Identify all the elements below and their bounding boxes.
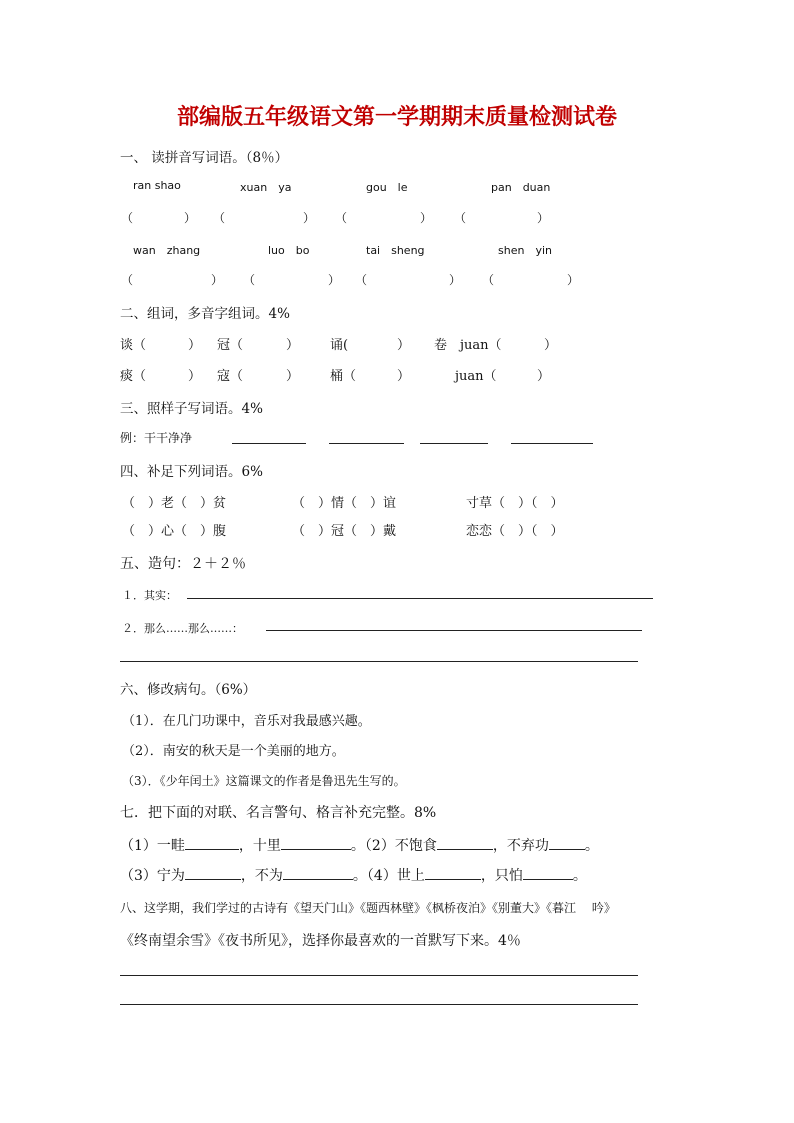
word-kou: 寇（ — [217, 369, 244, 384]
section-5-heading: 五、造句：２＋２％ — [120, 556, 246, 572]
answer-blank[interactable] — [185, 879, 241, 880]
answer-paren-open: （ — [121, 273, 134, 287]
couplet-line-2: （3）宁为 ，不为 。（4）世上 ，只怕 。 — [120, 868, 587, 884]
section-3-heading: 三、照样子写词语。4% — [120, 401, 263, 417]
answer-paren-close: ） — [567, 273, 580, 287]
idiom-fill: （ ）冠（ ）戴 — [292, 524, 397, 539]
idiom-fill: （ ）心（ ）腹 — [122, 524, 227, 539]
example-word: 例：干干净净 — [120, 431, 193, 445]
page-title: 部编版五年级语文第一学期期末质量检测试卷 — [176, 104, 617, 130]
sick-sentence-3: （3）．《少年闰土》这篇课文的作者是鲁迅先生写的。 — [122, 774, 406, 788]
pinyin-xuan-ya: xuan ya — [240, 181, 292, 194]
section-6-heading: 六、修改病句。（6%） — [120, 682, 257, 698]
section-2-heading: 二、组词，多音字组词。4% — [120, 306, 290, 322]
section-8-text-line-1: 八、这学期，我们学过的古诗有《望天门山》《题西林壁》《枫桥夜泊》《别董大》《暮江 吟》 — [120, 901, 616, 915]
answer-line[interactable] — [120, 661, 638, 662]
answer-paren-close: ） — [420, 211, 433, 225]
answer-blank[interactable] — [523, 879, 573, 880]
section-1-heading: 一、 读拼音写词语。（8％） — [120, 150, 289, 166]
answer-paren-close: ） — [328, 273, 341, 287]
paren-close: ） — [397, 338, 411, 353]
answer-line[interactable] — [120, 1004, 638, 1005]
answer-line[interactable] — [420, 443, 488, 444]
answer-paren-close: ） — [537, 211, 550, 225]
answer-line[interactable] — [266, 630, 642, 631]
word-guan: 冠（ — [217, 338, 244, 353]
answer-line[interactable] — [511, 443, 593, 444]
word-juan-2: juan（ — [455, 369, 497, 384]
paren-close: ） — [188, 369, 202, 384]
paren-close: ） — [286, 369, 300, 384]
answer-blank[interactable] — [425, 879, 481, 880]
paren-close: ） — [544, 338, 558, 353]
pinyin-tai-sheng: tai sheng — [366, 244, 425, 257]
answer-line[interactable] — [120, 975, 638, 976]
pinyin-pan-duan: pan duan — [491, 181, 551, 194]
word-song: 诵( — [330, 338, 349, 353]
sentence-item-2: ２．那么……那么……： — [122, 622, 243, 635]
answer-blank[interactable] — [283, 879, 353, 880]
section-8-text-line-2: 《终南望余雪》《夜书所见》，选择你最喜欢的一首默写下来。4％ — [120, 933, 521, 949]
answer-paren-close: ） — [211, 273, 224, 287]
answer-paren-open: （ — [243, 273, 256, 287]
pinyin-ran-shao: ran shao — [133, 179, 181, 192]
paren-close: ） — [397, 369, 411, 384]
answer-paren-open: （ — [335, 211, 348, 225]
section-7-heading: 七．把下面的对联、名言警句、格言补充完整。8% — [120, 805, 437, 821]
pinyin-gou-le: gou le — [366, 181, 408, 194]
answer-paren-open: （ — [355, 273, 368, 287]
sentence-item-1: １．其实： — [122, 589, 177, 602]
paren-close: ） — [188, 338, 202, 353]
answer-paren-close: ） — [303, 211, 316, 225]
answer-paren-open: （ — [454, 211, 467, 225]
sick-sentence-1: （1）．在几门功课中，音乐对我最感兴趣。 — [122, 714, 371, 729]
answer-blank[interactable] — [549, 849, 585, 850]
idiom-fill: （ ）老（ ）贫 — [122, 496, 227, 511]
answer-paren-open: （ — [482, 273, 495, 287]
answer-paren-open: （ — [213, 211, 226, 225]
couplet-line-1: （1）一畦 ，十里 。（2）不饱食 ，不弃功 。 — [120, 838, 599, 854]
answer-blank[interactable] — [437, 849, 493, 850]
idiom-fill: 寸草（ ）（ ） — [466, 496, 564, 511]
word-tan2: 痰（ — [120, 369, 147, 384]
answer-line[interactable] — [187, 598, 653, 599]
idiom-fill: （ ）情（ ）谊 — [292, 496, 397, 511]
word-tan: 谈（ — [120, 338, 147, 353]
paren-close: ） — [537, 369, 551, 384]
paren-close: ） — [286, 338, 300, 353]
answer-paren-open: （ — [121, 211, 134, 225]
answer-line[interactable] — [232, 443, 306, 444]
pinyin-shen-yin: shen yin — [498, 244, 552, 257]
pinyin-luo-bo: luo bo — [268, 244, 310, 257]
answer-paren-close: ） — [184, 211, 197, 225]
section-4-heading: 四、补足下列词语。6% — [120, 464, 263, 480]
idiom-fill: 恋恋（ ）（ ） — [466, 524, 564, 539]
sick-sentence-2: （2）．南安的秋天是一个美丽的地方。 — [122, 744, 345, 759]
answer-paren-close: ） — [449, 273, 462, 287]
answer-blank[interactable] — [281, 849, 351, 850]
word-juan-1: 卷 juan（ — [434, 338, 502, 353]
answer-blank[interactable] — [185, 849, 239, 850]
answer-line[interactable] — [329, 443, 404, 444]
word-tong: 桶（ — [330, 369, 357, 384]
pinyin-wan-zhang: wan zhang — [133, 244, 201, 257]
